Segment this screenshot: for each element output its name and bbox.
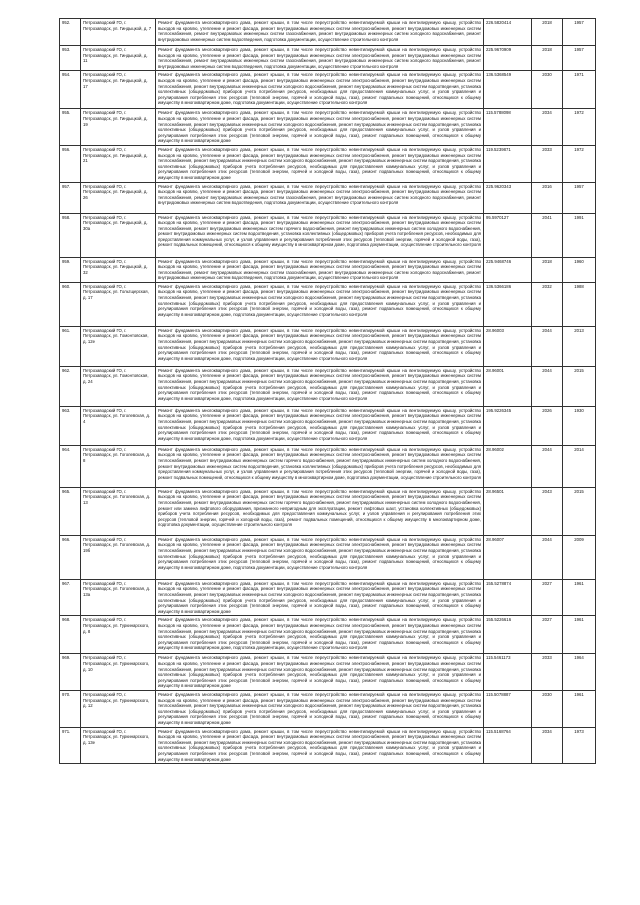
amount-cell: 28.96002 xyxy=(484,445,532,487)
build-year-cell: 1961 xyxy=(563,691,596,728)
plan-year-cell: 2034 xyxy=(532,727,563,764)
amount-cell: 225.9468746 xyxy=(484,257,532,282)
table-row xyxy=(60,654,596,691)
register-table xyxy=(59,18,596,764)
amount-cell: 136.5368549 xyxy=(484,71,532,109)
table-row xyxy=(60,182,596,213)
works-cell: Ремонт фундамента многоквартирного дома, ремонт крыши, в том числе переустройство невентилируемой крыши на вентилируемую крышу, устройство выходов на кровлю, утепление и ремонт фасада, ремонт внутридомовых инженерных систем электроснабжения, ремонт внутридомовых инженерных систем теплоснабжения, ремонт внутридомовых инженерных систем холодного водоснабжения, ремонт внутридомовых инженерных систем водоотведения, установка коллективных (общедомовых) приборов учета потребления ресурсов, необходимых для предоставления коммунальных услуг, и узлов управления и регулирования потребления этих ресурсов (тепловой энергии, горячей и холодной воды, газа), ремонт подвальных помещений, относящихся к общему имуществу в многоквартирном доме, подготовка документации, осуществление строительного контроля xyxy=(156,326,484,366)
row-number: 961. xyxy=(60,326,81,366)
build-year-cell: 1971 xyxy=(563,71,596,109)
address-cell: Петрозаводский ГО, г. Петрозаводск, ул. Гоголевская, д. 4 xyxy=(81,406,156,445)
address-cell: Петрозаводский ГО, г. Петрозаводск, ул. Гуркинарского, д. 13е xyxy=(81,727,156,764)
works-cell: Ремонт фундамента многоквартирного дома, ремонт крыши, в том числе переустройство невентилируемой крыши на вентилируемую крышу, устройство выходов на кровлю, утепление и ремонт фасада, ремонт внутридомовых инженерных систем электроснабжения, ремонт внутридомовых инженерных систем теплоснабжения, ремонт внутридомовых инженерных систем холодного водоснабжения, ремонт внутридомовых инженерных систем водоотведения, установка коллективных (общедомовых) приборов учета потребления ресурсов, необходимых для предоставления коммунальных услуг, и узлов управления и регулирования потребления этих ресурсов (тепловой энергии, горячей и холодной воды, газа), ремонт подвальных помещений, относящихся к общему имуществу в многоквартирном доме, подготовка документации, осуществление строительного контроля xyxy=(156,282,484,326)
amount-cell: 28.96001 xyxy=(484,366,532,406)
build-year-cell: 1991 xyxy=(563,213,596,257)
amount-cell: 28.96007 xyxy=(484,535,532,579)
table-row xyxy=(60,727,596,764)
row-number: 952. xyxy=(60,19,81,46)
works-cell: Ремонт фундамента многоквартирного дома, ремонт крыши, в том числе переустройство невентилируемой крыши на вентилируемую крышу, устройство выходов на кровлю, утепление и ремонт фасада, ремонт внутридомовых инженерных систем электроснабжения, ремонт внутридомовых инженерных систем теплоснабжения, ремонт внутридомовых инженерных систем холодного водоснабжения, ремонт внутридомовых инженерных систем водоотведения, установка коллективных (общедомовых) приборов учета потребления ресурсов, необходимых для предоставления коммунальных услуг, и узлов управления и регулирования потребления этих ресурсов (тепловой энергии, горячей и холодной воды, газа), ремонт подвальных помещений, относящихся к общему имуществу в многоквартирном доме xyxy=(156,109,484,146)
table-row xyxy=(60,282,596,326)
amount-cell: 226.5820414 xyxy=(484,19,532,46)
plan-year-cell: 2033 xyxy=(532,654,563,691)
row-number: 957. xyxy=(60,182,81,213)
plan-year-cell: 2032 xyxy=(532,282,563,326)
row-number: 959. xyxy=(60,257,81,282)
plan-year-cell: 2044 xyxy=(532,366,563,406)
works-cell: Ремонт фундамента многоквартирного дома, ремонт крыши, в том числе переустройство невентилируемой крыши на вентилируемую крышу, устройство выходов на кровлю, утепление и ремонт фасада, ремонт внутридомовых инженерных систем электроснабжения, ремонт внутридомовых инженерных систем теплоснабжения, ремонт внутридомовых инженерных систем газоснабжения, ремонт внутридомовых инженерных систем холодного водоснабжения, ремонт внутридомовых инженерных систем водоотведения, подготовка документации, осуществление строительного контроля xyxy=(156,19,484,46)
address-cell: Петрозаводский ГО, г. Петрозаводск, ул. Гуркинарского, д. 10 xyxy=(81,654,156,691)
plan-year-cell: 2033 xyxy=(532,145,563,182)
address-cell: Петрозаводский ГО, г. Петрозаводск, ул. Гольтщерская, д. 17 xyxy=(81,282,156,326)
build-year-cell: 1961 xyxy=(563,616,596,654)
row-number: 956. xyxy=(60,145,81,182)
amount-cell: 136.5366186 xyxy=(484,282,532,326)
build-year-cell: 2014 xyxy=(563,445,596,487)
plan-year-cell: 2018 xyxy=(532,19,563,46)
build-year-cell: 2015 xyxy=(563,366,596,406)
address-cell: Петрозаводский ГО, г. Петрозаводск, ул. Гиндыцкой, д. 11 xyxy=(81,46,156,71)
build-year-cell: 1973 xyxy=(563,727,596,764)
works-cell: Ремонт фундамента многоквартирного дома, ремонт крыши, в том числе переустройство невентилируемой крыши на вентилируемую крышу, устройство выходов на кровлю, утепление и ремонт фасада, ремонт внутридомовых инженерных систем электроснабжения, ремонт внутридомовых инженерных систем теплоснабжения, ремонт внутридомовых инженерных систем холодного водоснабжения, ремонт внутридомовых инженерных систем водоотведения, установка коллективных (общедомовых) приборов учета потребления ресурсов, необходимых для предоставления коммунальных услуг, и узлов управления и регулирования потребления этих ресурсов (тепловой энергии, горячей и холодной воды, газа), ремонт подвальных помещений, относящихся к общему имуществу в многоквартирном доме xyxy=(156,691,484,728)
works-cell: Ремонт фундамента многоквартирного дома, ремонт крыши, в том числе переустройство невентилируемой крыши на вентилируемую крышу, устройство выходов на кровлю, утепление и ремонт фасада, ремонт внутридомовых инженерных систем электроснабжения, ремонт внутридомовых инженерных систем теплоснабжения, ремонт внутридомовых инженерных систем холодного водоснабжения, ремонт внутридомовых инженерных систем водоотведения, установка коллективных (общедомовых) приборов учета потребления ресурсов, необходимых для предоставления коммунальных услуг, и узлов управления и регулирования потребления этих ресурсов (тепловой энергии, горячей и холодной воды, газа), ремонт подвальных помещений, относящихся к общему имуществу в многоквартирном доме xyxy=(156,145,484,182)
row-number: 970. xyxy=(60,691,81,728)
row-number: 968. xyxy=(60,616,81,654)
address-cell: Петрозаводский ГО, г. Петрозаводск, ул. Гомонтовская, д. 12е xyxy=(81,326,156,366)
table-row xyxy=(60,366,596,406)
works-cell: Ремонт фундамента многоквартирного дома, ремонт крыши, в том числе переустройство невентилируемой крыши на вентилируемую крышу, устройство выходов на кровлю, утепление и ремонт фасада, ремонт внутридомовых инженерных систем электроснабжения, ремонт внутридомовых инженерных систем теплоснабжения, ремонт внутридомовых инженерных систем холодного водоснабжения, ремонт внутридомовых инженерных систем водоотведения, установка коллективных (общедомовых) приборов учета потребления ресурсов, необходимых для предоставления коммунальных услуг, и узлов управления и регулирования потребления этих ресурсов (тепловой энергии, горячей и холодной воды, газа), ремонт подвальных помещений, относящихся к общему имуществу в многоквартирном доме, подготовка документации, осуществление строительного контроля xyxy=(156,406,484,445)
amount-cell: 115.5461173 xyxy=(484,654,532,691)
address-cell: Петрозаводский ГО, г. Петрозаводск, ул. Гуркинарского, д. 8 xyxy=(81,616,156,654)
build-year-cell: 2015 xyxy=(563,487,596,535)
amount-cell: 115.5168764 xyxy=(484,727,532,764)
register-body xyxy=(60,19,596,764)
build-year-cell: 2009 xyxy=(563,535,596,579)
address-cell: Петрозаводский ГО, г. Петрозаводск, ул. Гомонтовская, д. 24 xyxy=(81,366,156,406)
table-row xyxy=(60,535,596,579)
table-row xyxy=(60,46,596,71)
amount-cell: 95.5970127 xyxy=(484,213,532,257)
works-cell: Ремонт фундамента многоквартирного дома, ремонт крыши, в том числе переустройство невентилируемой крыши на вентилируемую крышу, устройство выходов на кровлю, утепление и ремонт фасада, ремонт внутридомовых инженерных систем электроснабжения, ремонт внутридомовых инженерных систем теплоснабжения, ремонт внутридомовых инженерных систем холодного водоснабжения, ремонт внутридомовых инженерных систем водоотведения, установка коллективных (общедомовых) приборов учета потребления ресурсов, необходимых для предоставления коммунальных услуг, и узлов управления и регулирования потребления этих ресурсов (тепловой энергии, горячей и холодной воды, газа), ремонт подвальных помещений, относящихся к общему имуществу в многоквартирном доме xyxy=(156,654,484,691)
row-number: 960. xyxy=(60,282,81,326)
plan-year-cell: 2018 xyxy=(532,46,563,71)
row-number: 953. xyxy=(60,46,81,71)
plan-year-cell: 2030 xyxy=(532,691,563,728)
table-row xyxy=(60,487,596,535)
table-row xyxy=(60,19,596,46)
works-cell: Ремонт фундамента многоквартирного дома, ремонт крыши, в том числе переустройство невентилируемой крыши на вентилируемую крышу, устройство выходов на кровлю, утепление и ремонт фасада, ремонт внутридомовых инженерных систем электроснабжения, ремонт внутридомовых инженерных систем теплоснабжения, ремонт внутридомовых инженерных систем горячего водоснабжения, ремонт внутридомовых инженерных систем холодного водоснабжения, ремонт внутридомовых инженерных систем водоотведения, установка коллективных (общедомовых) приборов учета потребления ресурсов, необходимых для предоставления коммунальных услуг, и узлов управления и регулирования потребления этих ресурсов (тепловой энергии, горячей и холодной воды, газа), ремонт подвальных помещений, относящихся к общему имуществу в многоквартирном доме, подготовка документации, осуществление строительного контроля xyxy=(156,213,484,257)
address-cell: Петрозаводский ГО, г. Петрозаводск, ул. Гоголевская, д. 13 xyxy=(81,487,156,535)
table-row xyxy=(60,71,596,109)
plan-year-cell: 2018 xyxy=(532,257,563,282)
works-cell: Ремонт фундамента многоквартирного дома, ремонт крыши, в том числе переустройство невентилируемой крыши на вентилируемую крышу, устройство выходов на кровлю, утепление и ремонт фасада, ремонт внутридомовых инженерных систем электроснабжения, ремонт внутридомовых инженерных систем теплоснабжения, ремонт внутридомовых инженерных систем горячего водоснабжения, ремонт внутридомовых инженерных систем холодного водоснабжения, ремонт или замена лифтового оборудования, признанного непригодным для эксплуатации, ремонт лифтовых шахт, установка коллективных (общедомовых) приборов учета потребления ресурсов, необходимых для предоставления коммунальных услуг, и узлов управления и регулирования потребления этих ресурсов (тепловой энергии, горячей и холодной воды, газа), ремонт подвальных помещений, относящихся к общему имуществу в многоквартирном доме, подготовка документации, осуществление строительного контроля xyxy=(156,487,484,535)
address-cell: Петрозаводский ГО, г. Петрозаводск, ул. Гуркинарского, д. 12 xyxy=(81,691,156,728)
build-year-cell: 1972 xyxy=(563,145,596,182)
works-cell: Ремонт фундамента многоквартирного дома, ремонт крыши, в том числе переустройство невентилируемой крыши на вентилируемую крышу, устройство выходов на кровлю, утепление и ремонт фасада, ремонт внутридомовых инженерных систем электроснабжения, ремонт внутридомовых инженерных систем теплоснабжения, ремонт внутридомовых инженерных систем холодного водоснабжения, ремонт внутридомовых инженерных систем водоотведения, установка коллективных (общедомовых) приборов учета потребления ресурсов, необходимых для предоставления коммунальных услуг, и узлов управления и регулирования потребления этих ресурсов (тепловой энергии, горячей и холодной воды, газа), ремонт подвальных помещений, относящихся к общему имуществу в многоквартирном доме xyxy=(156,579,484,616)
row-number: 963. xyxy=(60,406,81,445)
address-cell: Петрозаводский ГО, г. Петрозаводск, ул. Гоголевская, д. 13а xyxy=(81,579,156,616)
works-cell: Ремонт фундамента многоквартирного дома, ремонт крыши, в том числе переустройство невентилируемой крыши на вентилируемую крышу, устройство выходов на кровлю, утепление и ремонт фасада, ремонт внутридомовых инженерных систем электроснабжения, ремонт внутридомовых инженерных систем теплоснабжения, ремонт внутридомовых инженерных систем холодного водоснабжения, ремонт внутридомовых инженерных систем водоотведения, установка коллективных (общедомовых) приборов учета потребления ресурсов, необходимых для предоставления коммунальных услуг, и узлов управления и регулирования потребления этих ресурсов (тепловой энергии, горячей и холодной воды, газа), ремонт подвальных помещений, относящихся к общему имуществу в многоквартирном доме xyxy=(156,727,484,764)
plan-year-cell: 2026 xyxy=(532,406,563,445)
table-row xyxy=(60,109,596,146)
build-year-cell: 1964 xyxy=(563,654,596,691)
table-row xyxy=(60,213,596,257)
build-year-cell: 1988 xyxy=(563,282,596,326)
build-year-cell: 1930 xyxy=(563,406,596,445)
row-number: 965. xyxy=(60,487,81,535)
address-cell: Петрозаводский ГО, г. Петрозаводск, ул. Гиндыцкой, д. 32 xyxy=(81,257,156,282)
row-number: 954. xyxy=(60,71,81,109)
table-row xyxy=(60,326,596,366)
row-number: 966. xyxy=(60,535,81,579)
works-cell: Ремонт фундамента многоквартирного дома, ремонт крыши, в том числе переустройство невентилируемой крыши на вентилируемую крышу, устройство выходов на кровлю, утепление и ремонт фасада, ремонт внутридомовых инженерных систем электроснабжения, ремонт внутридомовых инженерных систем теплоснабжения, ремонт внутридомовых инженерных систем горячего водоснабжения, ремонт внутридомовых инженерных систем холодного водоснабжения, ремонт внутридомовых инженерных систем водоотведения, установка коллективных (общедомовых) приборов учета потребления ресурсов, необходимых для предоставления коммунальных услуг, и узлов управления и регулирования потребления этих ресурсов (тепловой энергии, горячей и холодной воды, газа), ремонт подвальных помещений, относящихся к общему имуществу в многоквартирном доме, подготовка документации, осуществление строительного контроля xyxy=(156,445,484,487)
address-cell: Петрозаводский ГО, г. Петрозаводск, ул. Гиндыцкой, д. 17 xyxy=(81,71,156,109)
row-number: 962. xyxy=(60,366,81,406)
amount-cell: 155.5226616 xyxy=(484,616,532,654)
row-number: 955. xyxy=(60,109,81,146)
amount-cell: 28.96501 xyxy=(484,487,532,535)
table-row xyxy=(60,445,596,487)
table-row xyxy=(60,145,596,182)
amount-cell: 119.5239871 xyxy=(484,145,532,182)
plan-year-cell: 2044 xyxy=(532,445,563,487)
works-cell: Ремонт фундамента многоквартирного дома, ремонт крыши, в том числе переустройство невентилируемой крыши на вентилируемую крышу, устройство выходов на кровлю, утепление и ремонт фасада, ремонт внутридомовых инженерных систем электроснабжения, ремонт внутридомовых инженерных систем теплоснабжения, ремонт внутридомовых инженерных систем газоснабжения, ремонт внутридомовых инженерных систем холодного водоснабжения, ремонт внутридомовых инженерных систем водоотведения, подготовка документации, осуществление строительного контроля xyxy=(156,182,484,213)
build-year-cell: 1960 xyxy=(563,257,596,282)
amount-cell: 155.5278874 xyxy=(484,579,532,616)
plan-year-cell: 2016 xyxy=(532,182,563,213)
plan-year-cell: 2030 xyxy=(532,71,563,109)
build-year-cell: 1957 xyxy=(563,46,596,71)
plan-year-cell: 2027 xyxy=(532,579,563,616)
build-year-cell: 1961 xyxy=(563,579,596,616)
plan-year-cell: 2034 xyxy=(532,109,563,146)
amount-cell: 115.5788098 xyxy=(484,109,532,146)
works-cell: Ремонт фундамента многоквартирного дома, ремонт крыши, в том числе переустройство невентилируемой крыши на вентилируемую крышу, устройство выходов на кровлю, утепление и ремонт фасада, ремонт внутридомовых инженерных систем электроснабжения, ремонт внутридомовых инженерных систем теплоснабжения, ремонт внутридомовых инженерных систем холодного водоснабжения, ремонт внутридомовых инженерных систем водоотведения, установка коллективных (общедомовых) приборов учета потребления ресурсов, необходимых для предоставления коммунальных услуг, и узлов управления и регулирования потребления этих ресурсов (тепловой энергии, горячей и холодной воды, газа), ремонт подвальных помещений, относящихся к общему имуществу в многоквартирном доме, подготовка документации, осуществление строительного контроля xyxy=(156,366,484,406)
works-cell: Ремонт фундамента многоквартирного дома, ремонт крыши, в том числе переустройство невентилируемой крыши на вентилируемую крышу, устройство выходов на кровлю, утепление и ремонт фасада, ремонт внутридомовых инженерных систем электроснабжения, ремонт внутридомовых инженерных систем теплоснабжения, ремонт внутридомовых инженерных систем холодного водоснабжения, ремонт внутридомовых инженерных систем водоотведения, установка коллективных (общедомовых) приборов учета потребления ресурсов, необходимых для предоставления коммунальных услуг, и узлов управления и регулирования потребления этих ресурсов (тепловой энергии, горячей и холодной воды, газа), ремонт подвальных помещений, относящихся к общему имуществу в многоквартирном доме, подготовка документации, осуществление строительного контроля xyxy=(156,616,484,654)
works-cell: Ремонт фундамента многоквартирного дома, ремонт крыши, в том числе переустройство невентилируемой крыши на вентилируемую крышу, устройство выходов на кровлю, утепление и ремонт фасада, ремонт внутридомовых инженерных систем электроснабжения, ремонт внутридомовых инженерных систем теплоснабжения, ремонт внутридомовых инженерных систем холодного водоснабжения, ремонт внутридомовых инженерных систем водоотведения, установка коллективных (общедомовых) приборов учета потребления ресурсов, необходимых для предоставления коммунальных услуг, и узлов управления и регулирования потребления этих ресурсов (тепловой энергии, горячей и холодной воды, газа), ремонт подвальных помещений, относящихся к общему имуществу в многоквартирном доме, подготовка документации, осуществление строительного контроля xyxy=(156,535,484,579)
table-row xyxy=(60,257,596,282)
row-number: 964. xyxy=(60,445,81,487)
row-number: 958. xyxy=(60,213,81,257)
table-row xyxy=(60,616,596,654)
address-cell: Петрозаводский ГО, г. Петрозаводск, ул. Гиндыцкой, д. 26 xyxy=(81,182,156,213)
amount-cell: 225.9670909 xyxy=(484,46,532,71)
plan-year-cell: 2043 xyxy=(532,487,563,535)
plan-year-cell: 2041 xyxy=(532,213,563,257)
row-number: 967. xyxy=(60,579,81,616)
plan-year-cell: 2044 xyxy=(532,535,563,579)
address-cell: Петрозаводский ГО, г. Петрозаводск, ул. Гоголевская, д. 19б xyxy=(81,535,156,579)
plan-year-cell: 2044 xyxy=(532,326,563,366)
address-cell: Петрозаводский ГО, г. Петрозаводск, ул. Гиндыцкой, д. 21 xyxy=(81,145,156,182)
works-cell: Ремонт фундамента многоквартирного дома, ремонт крыши, в том числе переустройство невентилируемой крыши на вентилируемую крышу, устройство выходов на кровлю, утепление и ремонт фасада, ремонт внутридомовых инженерных систем электроснабжения, ремонт внутридомовых инженерных систем теплоснабжения, ремонт внутридомовых инженерных систем холодного водоснабжения, ремонт внутридомовых инженерных систем водоотведения, установка коллективных (общедомовых) приборов учета потребления ресурсов, необходимых для предоставления коммунальных услуг, и узлов управления и регулирования потребления этих ресурсов (тепловой энергии, горячей и холодной воды, газа), ремонт подвальных помещений, относящихся к общему имуществу в многоквартирном доме, подготовка документации, осуществление строительного контроля xyxy=(156,71,484,109)
row-number: 969. xyxy=(60,654,81,691)
table-row xyxy=(60,579,596,616)
table-row xyxy=(60,406,596,445)
build-year-cell: 2013 xyxy=(563,326,596,366)
build-year-cell: 1972 xyxy=(563,109,596,146)
address-cell: Петрозаводский ГО, г. Петрозаводск, ул. Гиндыцкой, д. 30а xyxy=(81,213,156,257)
row-number: 971. xyxy=(60,727,81,764)
amount-cell: 225.9620343 xyxy=(484,182,532,213)
address-cell: Петрозаводский ГО, г. Петрозаводск, ул. Гиндыцкой, д. 19 xyxy=(81,109,156,146)
works-cell: Ремонт фундамента многоквартирного дома, ремонт крыши, в том числе переустройство невентилируемой крыши на вентилируемую крышу, устройство выходов на кровлю, утепление и ремонт фасада, ремонт внутридомовых инженерных систем электроснабжения, ремонт внутридомовых инженерных систем теплоснабжения, ремонт внутридомовых инженерных систем газоснабжения, ремонт внутридомовых инженерных систем холодного водоснабжения, ремонт внутридомовых инженерных систем водоотведения, подготовка документации, осуществление строительного контроля xyxy=(156,46,484,71)
amount-cell: 115.5078887 xyxy=(484,691,532,728)
plan-year-cell: 2027 xyxy=(532,616,563,654)
table-row xyxy=(60,691,596,728)
amount-cell: 28.96003 xyxy=(484,326,532,366)
build-year-cell: 1957 xyxy=(563,19,596,46)
address-cell: Петрозаводский ГО, г. Петрозаводск, ул. Гоголевская, д. 8 xyxy=(81,445,156,487)
works-cell: Ремонт фундамента многоквартирного дома, ремонт крыши, в том числе переустройство невентилируемой крыши на вентилируемую крышу, устройство выходов на кровлю, утепление и ремонт фасада, ремонт внутридомовых инженерных систем электроснабжения, ремонт внутридомовых инженерных систем теплоснабжения, ремонт внутридомовых инженерных систем газоснабжения, ремонт внутридомовых инженерных систем холодного водоснабжения, ремонт внутридомовых инженерных систем водоотведения, подготовка документации, осуществление строительного контроля xyxy=(156,257,484,282)
build-year-cell: 1957 xyxy=(563,182,596,213)
address-cell: Петрозаводский ГО, г. Петрозаводск, ул. Гиндыцкой, д. 7 xyxy=(81,19,156,46)
amount-cell: 195.9226345 xyxy=(484,406,532,445)
